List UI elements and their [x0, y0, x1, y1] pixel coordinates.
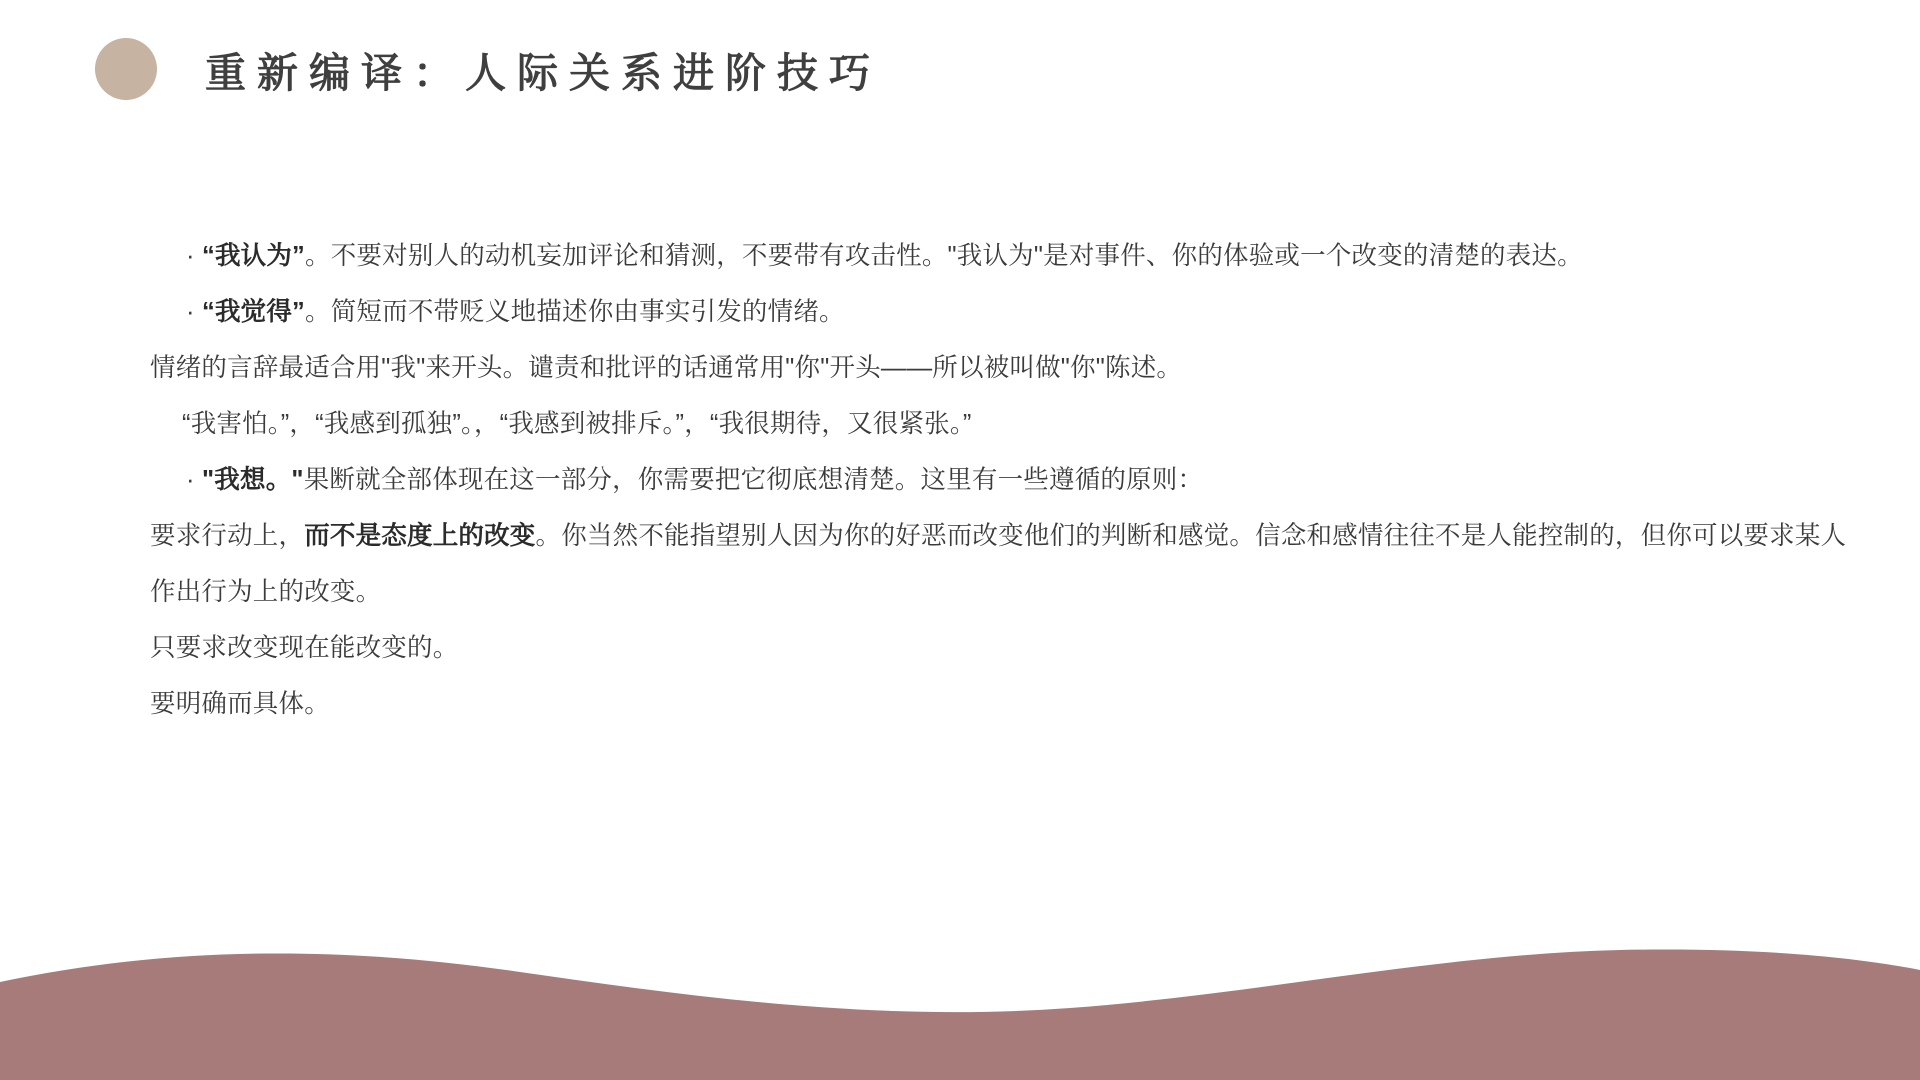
list-item-text: 。简短而不带贬义地描述你由事实引发的情绪。 — [305, 298, 845, 326]
paragraph — [150, 620, 1850, 676]
paragraph-emphasis: 而不是态度上的改变 — [304, 522, 536, 550]
paragraph — [150, 508, 1850, 620]
paragraph — [150, 340, 1850, 396]
list-item-lead: “我觉得” — [202, 298, 306, 326]
page-title: 重新编译：人际关系进阶技巧 — [205, 49, 881, 96]
bullet-icon: · — [186, 466, 195, 494]
paragraph-text-pre: 要求行动上， — [150, 522, 305, 550]
paragraph-text: “我害怕。”，“我感到孤独”。，“我感到被排斥。”，“我很期待，又很紧张。” — [182, 410, 972, 438]
list-item — [150, 228, 1850, 284]
list-item-lead: "我想。" — [202, 466, 304, 494]
list-item-text: 果断就全部体现在这一部分，你需要把它彻底想清楚。这里有一些遵循的原则： — [303, 466, 1204, 494]
slide-header — [95, 38, 881, 100]
list-item-lead: “我认为” — [202, 242, 306, 270]
list-item-text: 。不要对别人的动机妄加评论和猜测，不要带有攻击性。"我认为"是对事件、你的体验或一个改变的清楚的表达。 — [305, 242, 1583, 270]
list-item — [150, 452, 1850, 508]
list-item — [150, 284, 1850, 340]
decorative-circle-icon — [95, 38, 157, 100]
paragraph-text: 只要求改变现在能改变的。 — [150, 634, 459, 662]
slide-body — [150, 228, 1850, 732]
bullet-icon: · — [186, 298, 195, 326]
paragraph-text: 要明确而具体。 — [150, 690, 330, 718]
paragraph-text-post: 。你当然不能指望别人因为你的好恶而改变他们的判断和感觉。信念和感情往往不是人能控制的，但你可以要求某人作出行为上的改变。 — [150, 522, 1847, 606]
paragraph — [150, 676, 1850, 732]
bottom-wave-decoration — [0, 930, 1920, 1080]
paragraph-text: 情绪的言辞最适合用"我"来开头。谴责和批评的话通常用"你"开头——所以被叫做"你"陈述。 — [150, 354, 1183, 382]
bullet-icon: · — [186, 242, 195, 270]
paragraph-examples — [150, 396, 1850, 452]
